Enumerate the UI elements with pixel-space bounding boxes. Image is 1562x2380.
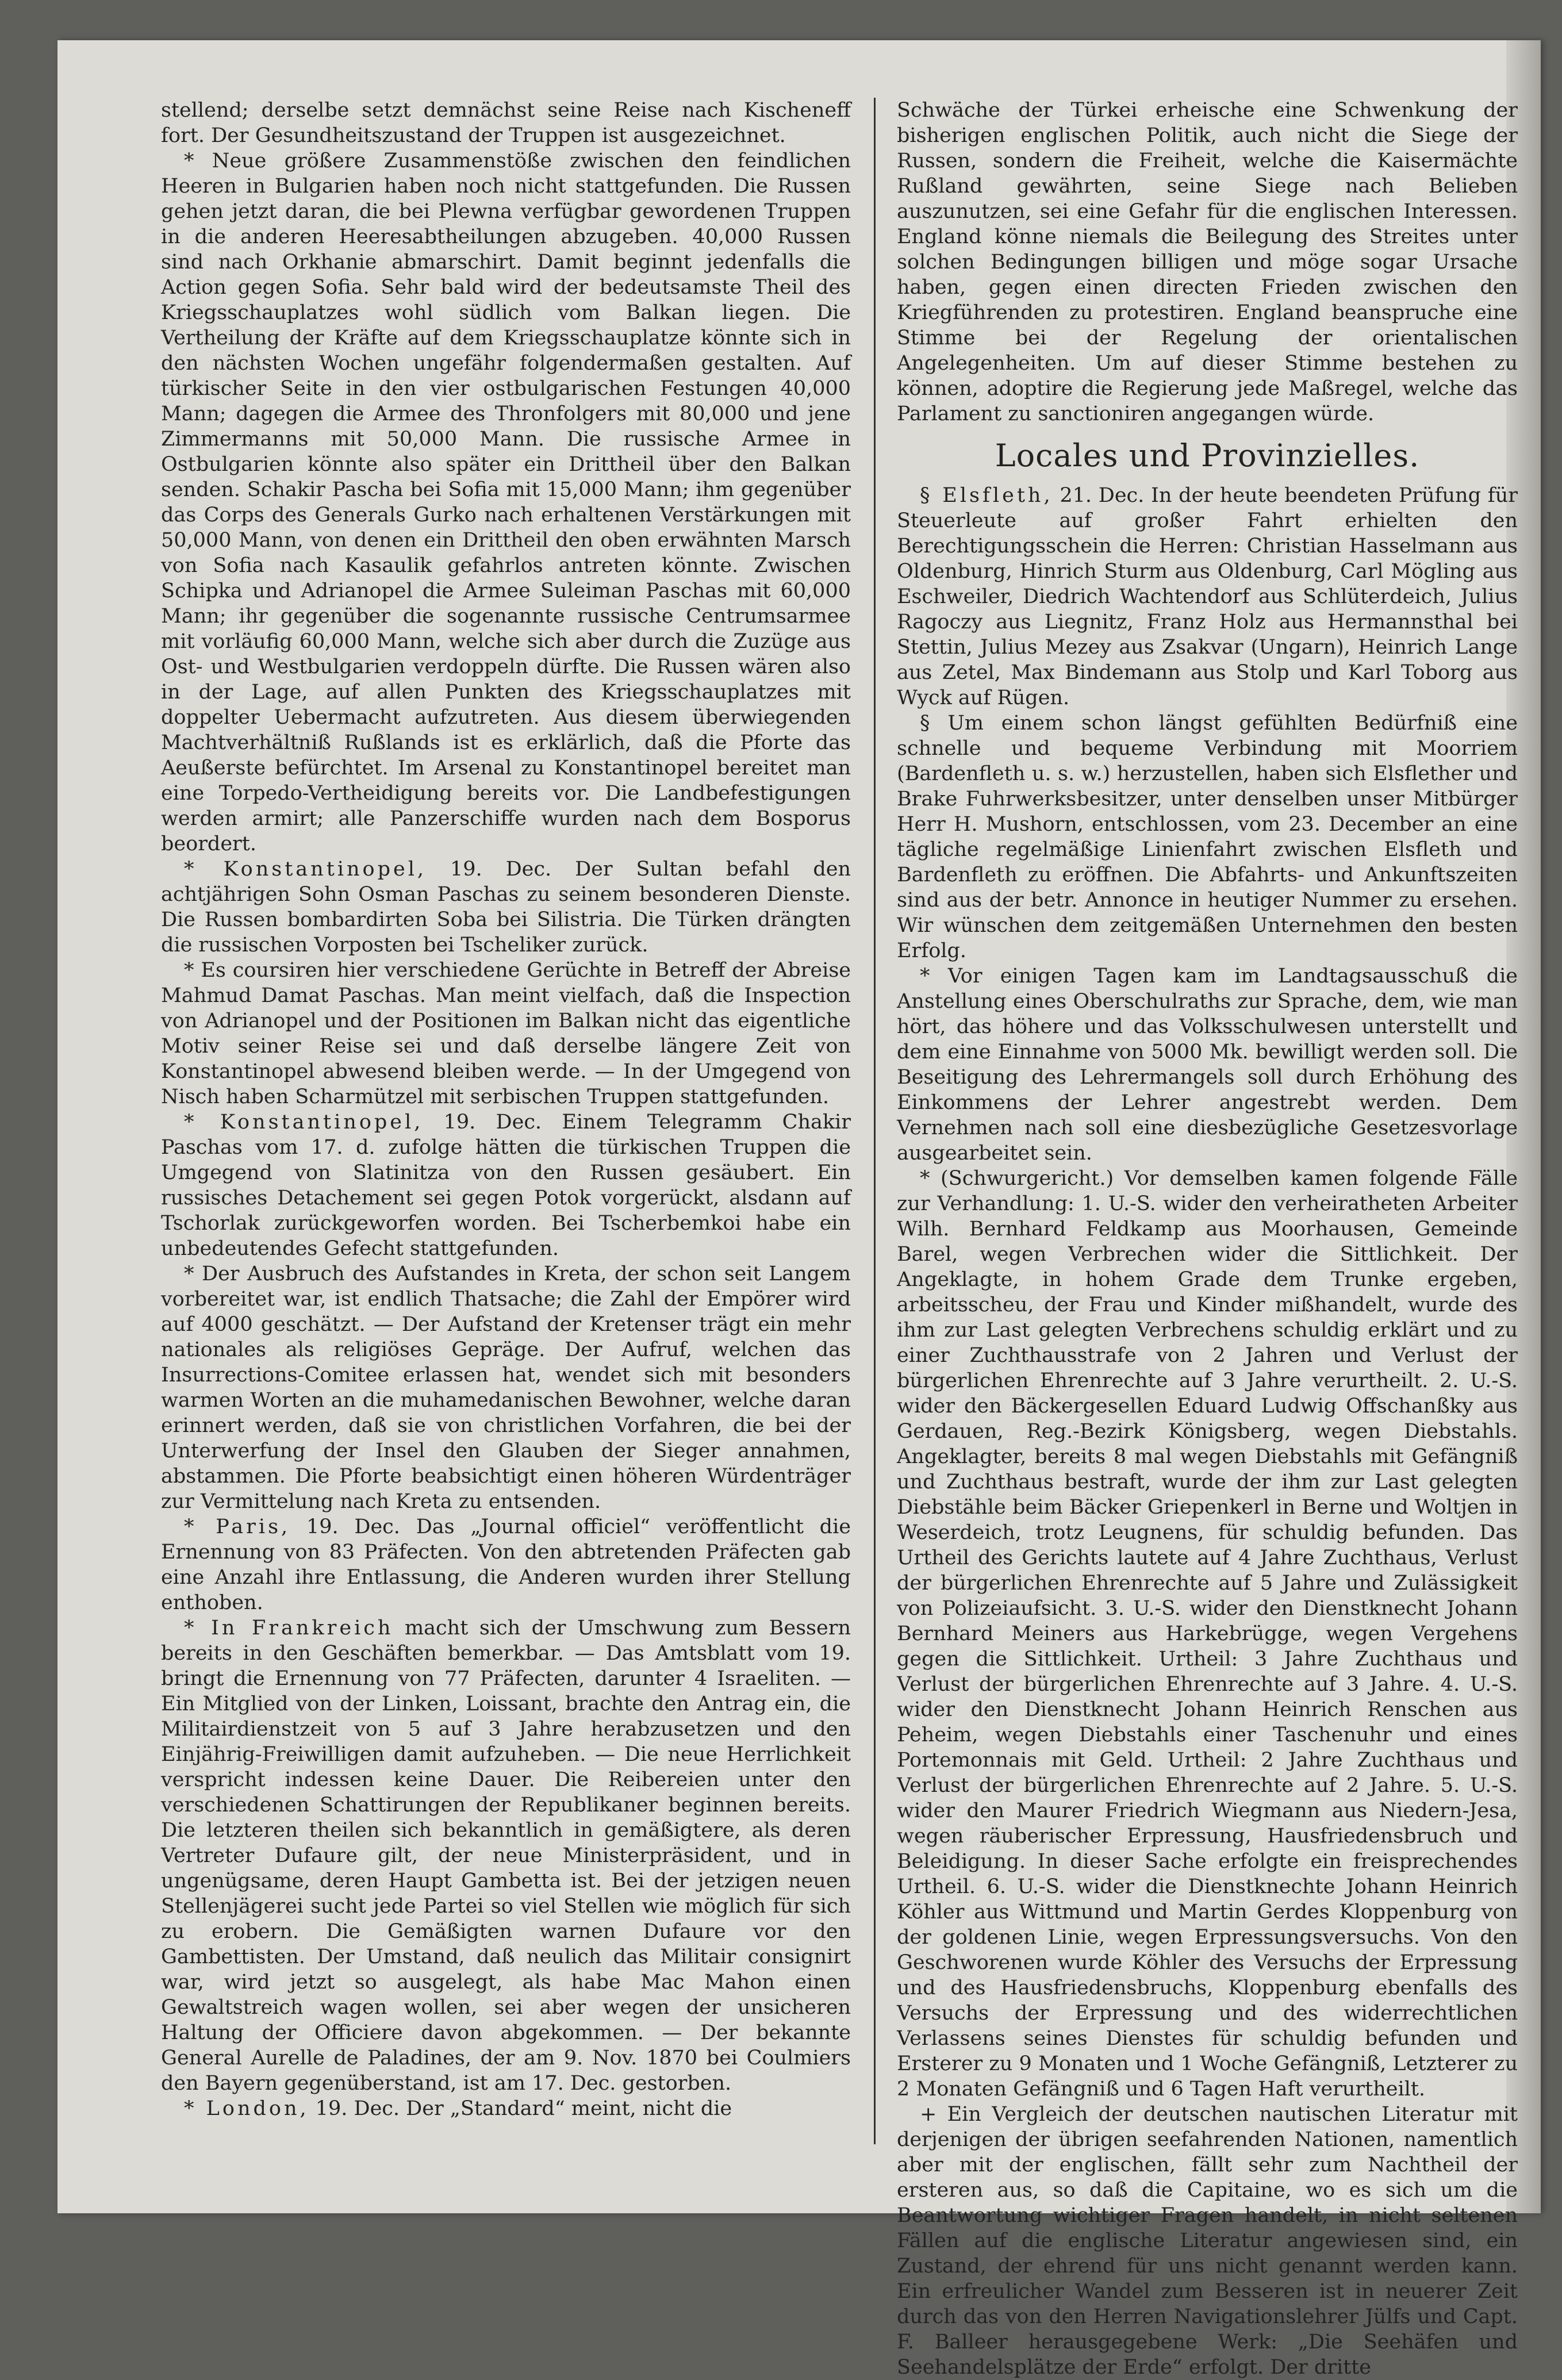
article-paragraph: Schwäche der Türkei erheische eine Schwenkung der bisherigen englischen Politik, auch nicht die Siege der Russen, sondern die Freiheit, welche die Kaisermächte Rußland gewährten, seine Siege nach Belieben auszunutzen, sei eine Gefahr für die englischen Interessen. England könne niemals die Beilegung des Streites unter solchen Bedingungen billigen und möge sogar Ursache haben, gegen einen directen Frieden zwischen den Kriegführenden zu protestiren. England beanspruche eine Stimme bei der Regelung der orientalischen Angelegenheiten. Um auf dieser Stimme bestehen zu können, adoptire die Regierung jede Maßregel, welche das Parlament zu sanctioniren angegangen würde. [897,99,1518,425]
article-paragraph [897,483,1518,711]
article-text: 19. Dec. Der Sultan befahl den achtjährigen Sohn Osman Paschas zu seinem besonderen Dienste. Die Russen bombardirten Soba bei Silistria. Die Türken drängten die russischen Vorposten bei Tscheliker zurück. [161,858,851,957]
dateline: * In Frankreich [184,1617,394,1640]
dateline: * London, [184,2097,309,2120]
left-column [161,98,851,2167]
column-divider [874,98,876,2144]
dateline: § Elsfleth, [920,484,1053,507]
dateline: * Konstantinopel, [184,858,427,881]
article-paragraph: * (Schwurgericht.) Vor demselben kamen folgende Fälle zur Verhandlung: 1. U.-S. wider den verheiratheten Arbeiter Wilh. Bernhard Feldkamp aus Moorhausen, Gemeinde Barel, wegen Verbrechen wider die Sittlichkeit. Der Angeklagte, in hohem Grade dem Trunke ergeben, arbeitsscheu, der Frau und Kinder mißhandelt, wurde des ihm zur Last gelegten Verbrechens schuldig erklärt und zu einer Zuchthausstrafe von 2 Jahren und Verlust der bürgerlichen Ehrenrechte auf 3 Jahre verurtheilt. 2. U.-S. wider den Bäckergesellen Eduard Ludwig Offschanßky aus Gerdauen, Reg.-Bezirk Königsberg, wegen Diebstahls. Angeklagter, bereits 8 mal wegen Diebstahls mit Gefängniß und Zuchthaus bestraft, wurde der ihm zur Last gelegten Diebstähle beim Bäcker Griepenkerl in Berne und Woltjen in Weserdeich, trotz Leugnens, für schuldig befunden. Das Urtheil des Gerichts lautete auf 4 Jahre Zuchthaus, Verlust der bürgerlichen Ehrenrechte auf 5 Jahre und Zulässigkeit von Polizeiaufsicht. 3. U.-S. wider den Dienstknecht Johann Bernhard Meiners aus Harkebrügge, wegen Vergehens gegen die Sittlichkeit. Urtheil: 3 Jahre Zuchthaus und Verlust der bürgerlichen Ehrenrechte auf 3 Jahre. 4. U.-S. wider den Dienstknecht Johann Heinrich Renschen aus Peheim, wegen Diebstahls einer Taschenuhr und eines Portemonnais mit Geld. Urtheil: 2 Jahre Zuchthaus und Verlust der bürgerlichen Ehrenrechte auf 2 Jahre. 5. U.-S. wider den Maurer Friedrich Wiegmann aus Niedern-Jesa, wegen räuberischer Erpressung, Hausfriedensbruch und Beleidigung. In dieser Sache erfolgte ein freisprechendes Urtheil. 6. U.-S. wider die Dienstknechte Johann Heinrich Köhler aus Wittmund und Martin Gerdes Kloppenburg von der goldenen Linie, wegen Erpressungsversuchs. Von den Geschworenen wurde Köhler des Versuchs der Erpressung und des Hausfriedensbruchs, Kloppenburg ebenfalls des Versuchs der Erpressung und des widerrechtlichen Verlassens seines Dienstes für schuldig befunden und Ersterer zu 9 Monaten und 1 Woche Gefängniß, Letzterer zu 2 Monaten Gefängniß und 6 Tagen Haft verurtheilt. [897,1167,1518,2101]
article-text: 21. Dec. In der heute beendeten Prüfung für Steuerleute auf großer Fahrt erhielten den Berechtigungsschein die Herren: Christian Hasselmann aus Oldenburg, Hinrich Sturm aus Oldenburg, Carl Mögling aus Eschweiler, Diedrich Wachtendorf aus Schlüterdeich, Julius Ragoczy aus Liegnitz, Franz Holz aus Hermannsthal bei Stettin, Julius Mezey aus Zsakvar (Ungarn), Heinrich Lange aus Zetel, Max Bindemann aus Stolp und Karl Toborg aus Wyck auf Rügen. [897,484,1518,709]
article-text: 19. Dec. Einem Telegramm Chakir Paschas vom 17. d. zufolge hätten die türkischen Truppen die Umgegend von Slatinitza von den Russen gesäubert. Ein russisches Detachement sei gegen Potok vorgerückt, alsdann auf Tschorlak zurückgeworfen worden. Bei Tscherbemkoi habe ein unbedeutendes Gefecht stattgefunden. [161,1111,851,1260]
article-text: 19. Dec. Der „Standard“ meint, nicht die [309,2097,732,2120]
article-paragraph: stellend; derselbe setzt demnächst seine Reise nach Kischeneff fort. Der Gesundheitszustand der Truppen ist ausgezeichnet. [161,99,851,147]
article-paragraph: § Um einem schon längst gefühlten Bedürfniß eine schnelle und bequeme Verbindung mit Moorriem (Bardenfleth u. s. w.) herzustellen, haben sich Elsflether und Brake Fuhrwerksbesitzer, unter denselben unser Mitbürger Herr H. Mushorn, entschlossen, vom 23. December an eine tägliche regelmäßige Linienfahrt zwischen Elsfleth und Bardenfleth zu eröffnen. Die Abfahrts- und Ankunftszeiten sind aus der betr. Annonce in heutiger Nummer zu ersehen. Wir wünschen dem zeitgemäßen Unternehmen den besten Erfolg. [897,712,1518,962]
dateline: * Konstantinopel, [184,1111,424,1134]
article-paragraph: * Vor einigen Tagen kam im Landtagsausschuß die Anstellung eines Oberschulraths zur Sprache, dem, wie man hört, das höhere und das Volksschulwesen unterstellt und dem eine Einnahme von 5000 Mk. bewilligt werden soll. Die Beseitigung des Lehrermangels soll durch Erhöhung des Einkommens der Lehrer angestrebt werden. Dem Vernehmen nach soll eine diesbezügliche Gesetzesvorlage ausgearbeitet sein. [897,965,1518,1165]
article-paragraph [161,2096,851,2121]
article-text: macht sich der Umschwung zum Bessern bereits in den Geschäften bemerkbar. — Das Amtsblatt vom 19. bringt die Ernennung von 77 Präfecten, darunter 4 Israeliten. — Ein Mitglied von der Linken, Loissant, brachte den Antrag ein, die Militairdienstzeit von 5 auf 3 Jahre herabzusetzen und den Einjährig-Freiwilligen damit aufzuheben. — Die neue Herrlichkeit verspricht indessen keine Dauer. Die Reibereien unter den verschiedenen Schattirungen der Republikaner beginnen bereits. Die letzteren theilen sich bekanntlich in gemäßigtere, als deren Vertreter Dufaure gilt, der neue Ministerpräsident, und in ungenügsame, deren Haupt Gambetta ist. Bei der jetzigen neuen Stellenjägerei sucht jede Partei so viel Stellen wie möglich für sich zu erobern. Die Gemäßigten warnen Dufaure vor den Gambettisten. Der Umstand, daß neulich das Militair consignirt war, wird jetzt so ausgelegt, als habe Mac Mahon einen Gewaltstreich wagen wollen, sei aber wegen der unsicheren Haltung der Officiere davon abgekommen. — Der bekannte General Aurelle de Paladines, der am 9. Nov. 1870 bei Coulmiers den Bayern gegenüberstand, ist am 17. Dec. gestorben. [161,1617,851,2095]
right-column [897,98,1518,2379]
article-paragraph: + Ein Vergleich der deutschen nautischen Literatur mit derjenigen der übrigen seefahrenden Nationen, namentlich aber mit der englischen, fällt sehr zum Nachtheil der ersteren aus, so daß die Capitaine, wo es sich um die Beantwortung wichtiger Fragen handelt, in nicht seltenen Fällen auf die englische Literatur angewiesen sind, ein Zustand, der ehrend für uns nicht genannt werden kann. Ein erfreulicher Wandel zum Besseren ist in neuerer Zeit durch das von den Herren Navigationslehrer Jülfs und Capt. F. Balleer herausgegebene Werk: „Die Seehäfen und Seehandelsplätze der Erde“ erfolgt. Der dritte [897,2103,1518,2379]
article-paragraph: * Der Ausbruch des Aufstandes in Kreta, der schon seit Langem vorbereitet war, ist endlich Thatsache; die Zahl der Empörer wird auf 4000 geschätzt. — Der Aufstand der Kretenser trägt ein mehr nationales als religiöses Gepräge. Der Aufruf, welchen das Insurrections-Comitee erlassen hat, wendet sich mit besonders warmen Worten an die muhamedanischen Bewohner, welche daran erinnert werden, daß sie von christlichen Vorfahren, die bei der Unterwerfung der Insel den Glauben der Sieger annahmen, abstammen. Die Pforte beabsichtigt einen höheren Würdenträger zur Vermittelung nach Kreta zu entsenden. [161,1262,851,1513]
section-heading: Locales und Provinzielles. [995,437,1420,474]
dateline: * Paris, [184,1515,291,1538]
article-paragraph [161,857,851,958]
newspaper-page [57,40,1541,2379]
article-paragraph [161,1110,851,1261]
article-text: 19. Dec. Das „Journal officiel“ veröffentlicht die Ernennung von 83 Präfecten. Von den abtretenden Präfecten gab eine Anzahl ihre Entlassung, die Anderen wurden ihrer Stellung enthoben. [161,1515,851,1614]
article-paragraph: * Es coursiren hier verschiedene Gerüchte in Betreff der Abreise Mahmud Damat Paschas. Man meint vielfach, daß die Inspection von Adrianopel und der Positionen im Balkan nicht das eigentliche Motiv seiner Reise sei und daß derselbe längere Zeit von Konstantinopel abwesend bleiben werde. — In der Umgegend von Nisch haben Scharmützel mit serbischen Truppen stattgefunden. [161,959,851,1108]
article-paragraph [161,1514,851,1615]
article-paragraph: * Neue größere Zusammenstöße zwischen den feindlichen Heeren in Bulgarien haben noch nicht stattgefunden. Die Russen gehen jetzt daran, die bei Plewna verfügbar gewordenen Truppen in die anderen Heeresabtheilungen abzugeben. 40,000 Russen sind nach Orkhanie abmarschirt. Damit beginnt jedenfalls die Action gegen Sofia. Sehr bald wird der bedeutsamste Theil des Kriegsschauplatzes wohl südlich vom Balkan liegen. Die Vertheilung der Kräfte auf dem Kriegsschauplatze könnte sich in den nächsten Wochen ungefähr folgendermaßen gestalten. Auf türkischer Seite in den vier ostbulgarischen Festungen 40,000 Mann; dagegen die Armee des Thronfolgers mit 80,000 und jene Zimmermanns mit 50,000 Mann. Die russische Armee in Ostbulgarien könnte also später ein Drittheil über den Balkan senden. Schakir Pascha bei Sofia mit 15,000 Mann; ihm gegenüber das Corps des Generals Gurko nach erhaltenen Verstärkungen mit 50,000 Mann, von denen ein Drittheil den oben erwähnten Marsch von Sofia nach Kasaulik gefahrlos antreten könnte. Zwischen Schipka und Adrianopel die Armee Suleiman Paschas mit 60,000 Mann; ihr gegenüber die sogenannte russische Centrumsarmee mit vorläufig 60,000 Mann, welche sich aber durch die Zuzüge aus Ost- und Westbulgarien verdoppeln dürfte. Die Russen wären also in der Lage, auf allen Punkten des Kriegsschauplatzes mit doppelter Uebermacht aufzutreten. Aus diesem überwiegenden Machtverhältniß Rußlands ist es erklärlich, daß die Pforte das Aeußerste befürchtet. Im Arsenal zu Konstantinopel bereitet man eine Torpedo-Vertheidigung bereits vor. Die Landbefestigungen werden armirt; alle Panzerschiffe wurden nach dem Bosporus beordert. [161,149,851,855]
article-paragraph [161,1615,851,2096]
